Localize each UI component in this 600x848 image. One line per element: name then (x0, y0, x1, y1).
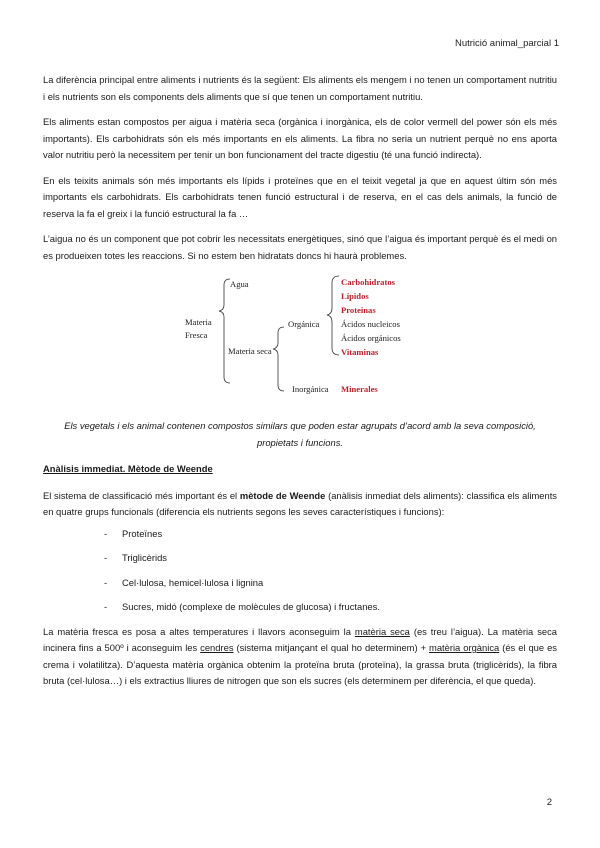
organic-item: Lípidos (341, 291, 369, 301)
label-agua: Agua (230, 279, 249, 289)
list-item-text: Triglicèrids (122, 552, 167, 563)
paragraph-composicio: Els aliments estan compostos per aigua i matèria seca (orgànica i inorgànica, els de color vermell del power són els més importants). Els carbohidrats són els més importants en els aliments. La fibra no seria un nutrient perquè no ens aporta valor nutritiu però la necessitem per tenir un bon funcionament del tracte digestiu (té una funció indirecta). (43, 116, 557, 160)
process-text-3: (sistema mitjançant el qual ho determinem) + (233, 642, 430, 653)
term-materia-organica: matèria orgànica (429, 642, 500, 653)
intro-method-name: mètode de Weende (239, 489, 326, 501)
organic-item: Ácidos orgánicos (341, 333, 401, 343)
brace-main (219, 279, 230, 383)
label-organica: Orgánica (288, 319, 320, 329)
list-item-text: Proteïnes (122, 527, 163, 539)
section-intro (43, 488, 557, 521)
dash-marker: - (104, 527, 108, 539)
brace-organica (327, 276, 339, 355)
list-item-text: Sucres, midó (complexe de molècules de glucosa) i fructanes. (122, 601, 380, 612)
term-cendres: cendres (200, 642, 234, 653)
page-number: 2 (546, 797, 552, 808)
label-inorganica: Inorgánica (292, 384, 329, 394)
section-title: Anàlisis immediat. Mètode de Weende (43, 463, 213, 474)
dash-marker: - (104, 552, 108, 563)
paragraph-teixits: En els teixits animals són més importants els lípids i proteïnes que en el teixit vegetal ja que en aquest últim són més importants els carbohidrats. Els carbohidrats tenen funció estructural i de reserva, en el cas dels animals, la funció de reserva la fa el greix i la funció estructural la fa … (43, 174, 557, 219)
document-body (43, 72, 557, 690)
dash-marker: - (104, 576, 108, 588)
list-item-text: Cel·lulosa, hemicel·lulosa i lignina (122, 576, 264, 588)
list-item (43, 599, 557, 616)
page-header: Nutrició animal_parcial 1 (454, 38, 559, 49)
dash-marker: - (104, 601, 108, 612)
organic-items (341, 277, 401, 357)
paragraph-aliments-nutrients: La diferència principal entre aliments i nutrients és la següent: Els aliments els mengem i no tenen un comportament nutritiu i els nutrients son els components dels aliments que sí que tenen un comportament nutritiu. (43, 74, 557, 102)
term-materia-seca: matèria seca (354, 625, 410, 637)
paragraph-process (43, 624, 557, 690)
intro-text-end: (anàlisis inmediat dels aliments): classifica els aliments en quatre grups funcionals (diferencia els nutrients segons les seves característiques i funcions): (43, 489, 557, 517)
paragraph-aigua: L’aigua no és un component que pot cobrir les necessitats energètiques, sinó que l’aigua és important perquè és el medi on es produeixen totes les reaccions. Si no estem ben hidratats doncs hi haurà problemes. (43, 233, 557, 261)
intro-text-start: El sistema de classificació més important és el (43, 489, 240, 501)
label-materia-seca: Materia seca (228, 346, 272, 356)
label-fresca: Fresca (185, 330, 208, 340)
list-item (43, 550, 557, 567)
brace-materia-seca (273, 327, 284, 391)
organic-item: Vitaminas (341, 347, 379, 357)
composition-diagram-svg (43, 273, 557, 405)
process-text-4: (és el que es crema i volatilitza). D’aquesta matèria orgànica obtenim la proteïna bruta (proteïna), la grassa bruta (triglicèrids), la fibra bruta (cel·lulosa…) i els extractius lliures de nitrogen que son els sucres (els determinem per diferència, el que queda). (43, 642, 557, 686)
label-minerales: Minerales (341, 384, 378, 394)
composition-diagram (43, 273, 557, 405)
list-item (43, 575, 557, 592)
organic-item: Proteinas (341, 305, 376, 315)
organic-item: Carbohidratos (341, 277, 395, 287)
process-text-1: La matèria fresca es posa a altes temperatures i llavors aconseguim la (43, 625, 355, 637)
list-item (43, 526, 557, 543)
weende-groups-list (43, 526, 557, 616)
process-text-2: (es treu l’aigua). La matèria seca incinera fins a 500º i aconseguim les (43, 625, 557, 653)
label-materia: Materia (185, 317, 212, 327)
diagram-caption: Els vegetals i els animal contenen compostos similars que poden estar agrupats d’acord amb la seva composició, propietats i funcions. (64, 420, 536, 448)
organic-item: Ácidos nucleicos (341, 319, 400, 329)
